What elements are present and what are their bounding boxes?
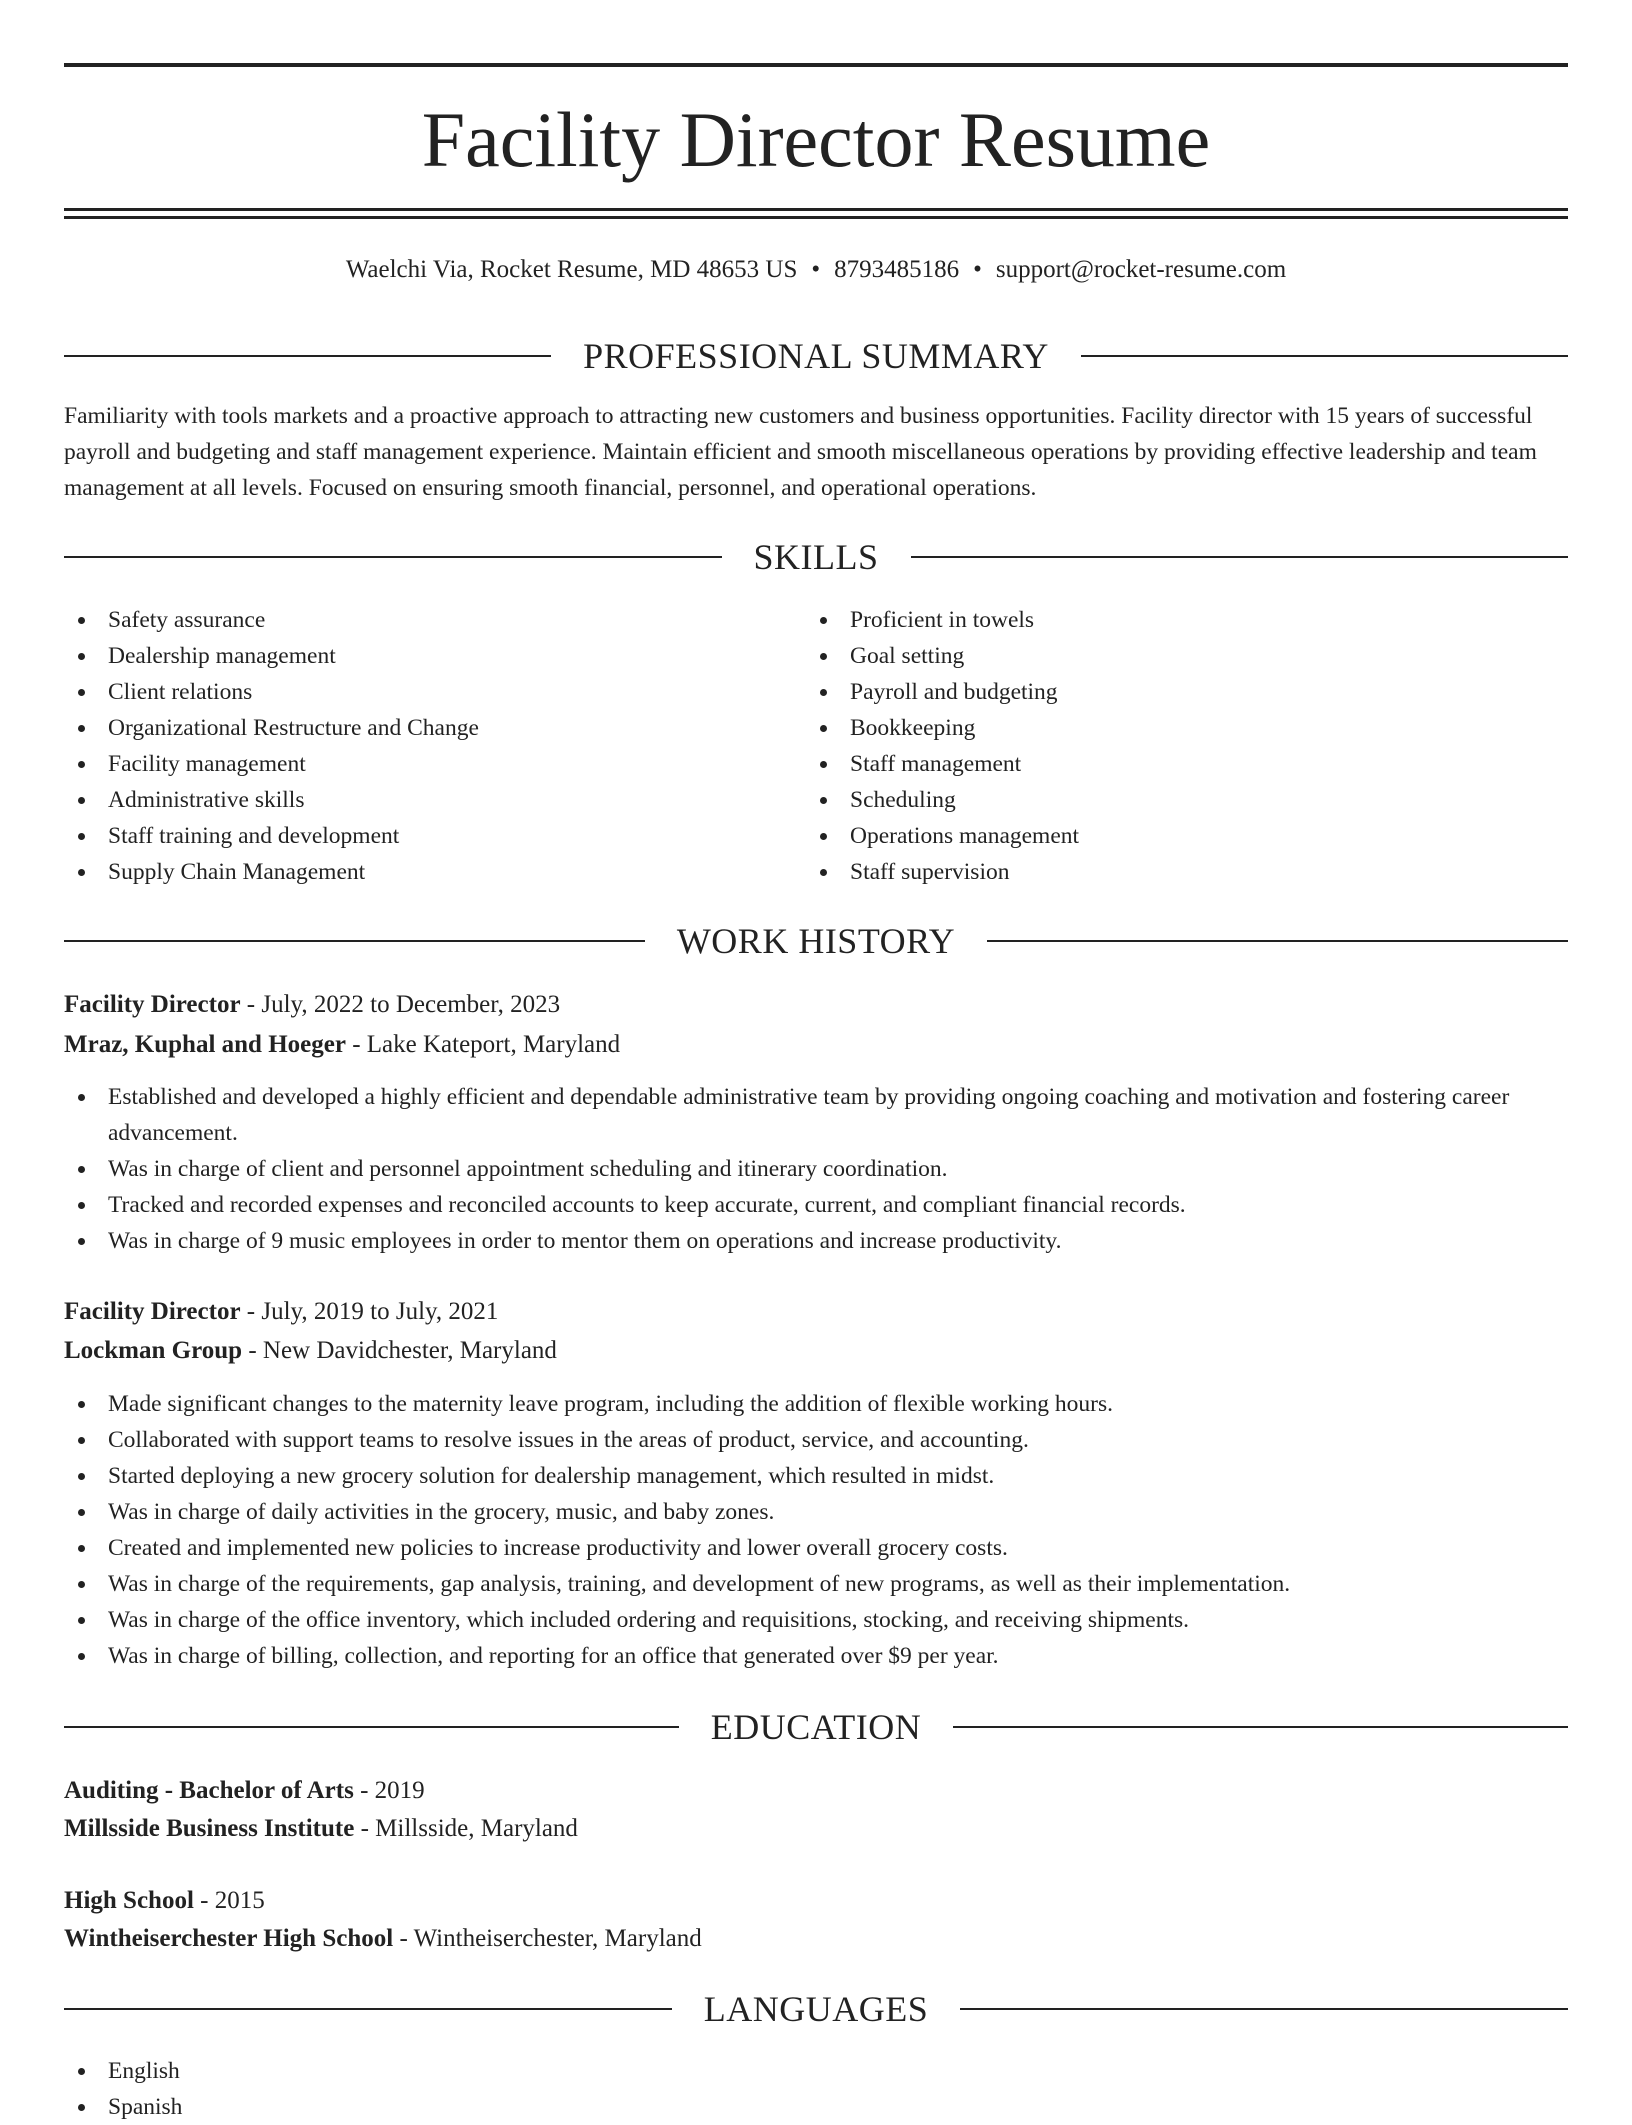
bullet-icon xyxy=(78,869,85,876)
list-item: Spanish xyxy=(64,2089,804,2125)
list-item: Facility management xyxy=(64,746,804,782)
job-company: Lockman Group xyxy=(64,1337,243,1364)
dash: - xyxy=(246,1298,256,1325)
job-role: Facility Director xyxy=(64,1298,241,1325)
job-dates: July, 2019 to July, 2021 xyxy=(261,1298,499,1325)
heading-rule-right xyxy=(953,1726,1568,1728)
bullet-icon xyxy=(78,1653,85,1660)
list-item: Administrative skills xyxy=(64,782,804,818)
bullet-icon xyxy=(78,1545,85,1552)
skills-list-left xyxy=(64,602,804,890)
list-item: Supply Chain Management xyxy=(64,854,804,890)
languages-list xyxy=(64,2053,804,2125)
dash: - xyxy=(246,991,256,1018)
job-role: Facility Director xyxy=(64,991,241,1018)
heading-rule-left xyxy=(64,1726,679,1728)
list-item: Client relations xyxy=(64,674,804,710)
heading-rule-left xyxy=(64,355,551,357)
education-school-line xyxy=(64,1920,1568,1958)
education-degree-line xyxy=(64,1882,1568,1920)
summary-heading: PROFESSIONAL SUMMARY xyxy=(583,336,1049,376)
languages-heading-row xyxy=(64,1987,1568,2031)
list-item: Was in charge of daily activities in the grocery, music, and baby zones. xyxy=(64,1494,1568,1530)
bullet-icon xyxy=(78,1617,85,1624)
bullet-icon xyxy=(78,617,85,624)
bullet-icon xyxy=(78,725,85,732)
job-location: New Davidchester, Maryland xyxy=(262,1337,557,1364)
list-item: Collaborated with support teams to resolve issues in the areas of product, service, and accounting. xyxy=(64,1422,1568,1458)
bullet-icon xyxy=(820,833,827,840)
bullet-icon xyxy=(78,1094,85,1101)
heading-rule-left xyxy=(64,2008,672,2010)
dash: - xyxy=(352,1031,361,1058)
job-company-line xyxy=(64,1332,1568,1370)
contact-separator: • xyxy=(811,256,821,283)
list-item: Created and implemented new policies to increase productivity and lower overall grocery costs. xyxy=(64,1530,1568,1566)
list-item: Was in charge of the requirements, gap analysis, training, and development of new programs, as well as their implementation. xyxy=(64,1566,1568,1602)
bullet-icon xyxy=(78,833,85,840)
skills-list-right xyxy=(806,602,1546,890)
bullet-icon xyxy=(78,1509,85,1516)
heading-rule-right xyxy=(911,556,1569,558)
bullet-icon xyxy=(78,689,85,696)
bullet-icon xyxy=(78,2068,85,2075)
bullet-icon xyxy=(820,689,827,696)
list-item: Safety assurance xyxy=(64,602,804,638)
bullet-icon xyxy=(78,2104,85,2111)
education-heading-row xyxy=(64,1705,1568,1749)
job-dates: July, 2022 to December, 2023 xyxy=(261,991,561,1018)
list-item: English xyxy=(64,2053,804,2089)
list-item: Dealership management xyxy=(64,638,804,674)
contact-address: Waelchi Via, Rocket Resume, MD 48653 US xyxy=(345,256,798,283)
work-heading: WORK HISTORY xyxy=(676,921,956,961)
list-item: Proficient in towels xyxy=(806,602,1546,638)
heading-rule-right xyxy=(960,2008,1568,2010)
job-title-line xyxy=(64,1293,1568,1331)
bullet-icon xyxy=(820,617,827,624)
list-item: Was in charge of client and personnel appointment scheduling and itinerary coordination. xyxy=(64,1151,1568,1187)
heading-rule-right xyxy=(987,940,1568,942)
title-rule-lower xyxy=(64,216,1568,219)
bullet-icon xyxy=(78,1581,85,1588)
job-location: Lake Kateport, Maryland xyxy=(366,1031,621,1058)
list-item: Made significant changes to the maternity leave program, including the addition of flexible working hours. xyxy=(64,1386,1568,1422)
education-heading: EDUCATION xyxy=(710,1707,922,1747)
dash: - xyxy=(248,1337,257,1364)
languages-heading: LANGUAGES xyxy=(703,1989,929,2029)
list-item: Was in charge of the office inventory, which included ordering and requisitions, stocking, and receiving shipments. xyxy=(64,1602,1568,1638)
dash: - xyxy=(360,1815,369,1842)
job-company: Mraz, Kuphal and Hoeger xyxy=(64,1031,346,1058)
bullet-icon xyxy=(78,1238,85,1245)
contact-separator: • xyxy=(973,256,982,283)
contact-email: support@rocket-resume.com xyxy=(995,256,1287,283)
heading-rule-left xyxy=(64,940,645,942)
list-item: Payroll and budgeting xyxy=(806,674,1546,710)
bullet-icon xyxy=(78,1473,85,1480)
page-title: Facility Director Resume xyxy=(421,96,1211,183)
summary-heading-row xyxy=(64,334,1568,378)
bullet-icon xyxy=(78,1202,85,1209)
bullet-icon xyxy=(78,653,85,660)
bullet-icon xyxy=(820,653,827,660)
list-item: Was in charge of 9 music employees in order to mentor them on operations and increase productivity. xyxy=(64,1223,1568,1259)
skills-heading-row xyxy=(64,535,1568,579)
list-item: Staff supervision xyxy=(806,854,1546,890)
job-company-line xyxy=(64,1026,1568,1064)
work-heading-row xyxy=(64,919,1568,963)
education-degree: Auditing - Bachelor of Arts xyxy=(64,1777,354,1804)
list-item: Staff management xyxy=(806,746,1546,782)
skills-heading: SKILLS xyxy=(753,537,879,577)
list-item: Goal setting xyxy=(806,638,1546,674)
top-rule xyxy=(64,63,1568,67)
summary-text: Familiarity with tools markets and a proactive approach to attracting new customers and business opportunities. Facility director with 15 years of successful payroll and budgeting and staff management experience. Maintain efficient and smooth miscellaneous operations by providing effective leadership and team management at all levels. Focused on ensuring smooth financial, personnel, and operational operations. xyxy=(64,403,1537,501)
education-degree: High School xyxy=(64,1887,194,1914)
bullet-icon xyxy=(820,797,827,804)
contact-phone: 8793485186 xyxy=(834,256,960,283)
education-year: 2015 xyxy=(214,1887,265,1914)
title-rule-upper xyxy=(64,208,1568,211)
education-degree-line xyxy=(64,1772,1568,1810)
education-school: Millsside Business Institute xyxy=(64,1815,355,1842)
list-item: Started deploying a new grocery solution for dealership management, which resulted in midst. xyxy=(64,1458,1568,1494)
dash: - xyxy=(200,1887,209,1914)
list-item: Scheduling xyxy=(806,782,1546,818)
list-item: Bookkeeping xyxy=(806,710,1546,746)
heading-rule-left xyxy=(64,556,722,558)
heading-rule-right xyxy=(1081,355,1568,357)
education-year: 2019 xyxy=(374,1777,425,1804)
dash: - xyxy=(399,1925,408,1952)
contact-line xyxy=(64,252,1568,288)
bullet-icon xyxy=(820,725,827,732)
bullet-icon xyxy=(820,761,827,768)
list-item: Operations management xyxy=(806,818,1546,854)
list-item: Established and developed a highly efficient and dependable administrative team by providing ongoing coaching and motivation and fostering career advancement. xyxy=(64,1079,1568,1151)
bullet-icon xyxy=(78,1437,85,1444)
job-duties-list xyxy=(64,1079,1568,1259)
bullet-icon xyxy=(78,797,85,804)
dash: - xyxy=(360,1777,369,1804)
education-school-line xyxy=(64,1810,1568,1848)
bullet-icon xyxy=(78,1166,85,1173)
list-item: Staff training and development xyxy=(64,818,804,854)
bullet-icon xyxy=(78,1401,85,1408)
list-item: Organizational Restructure and Change xyxy=(64,710,804,746)
bullet-icon xyxy=(78,761,85,768)
education-location: Millsside, Maryland xyxy=(375,1815,578,1842)
education-location: Wintheiserchester, Maryland xyxy=(413,1925,702,1952)
job-duties-list xyxy=(64,1386,1568,1674)
job-title-line xyxy=(64,986,1568,1024)
list-item: Was in charge of billing, collection, and reporting for an office that generated over $9 per year. xyxy=(64,1638,1568,1674)
list-item: Tracked and recorded expenses and reconciled accounts to keep accurate, current, and compliant financial records. xyxy=(64,1187,1568,1223)
bullet-icon xyxy=(820,869,827,876)
education-school: Wintheiserchester High School xyxy=(64,1925,394,1952)
